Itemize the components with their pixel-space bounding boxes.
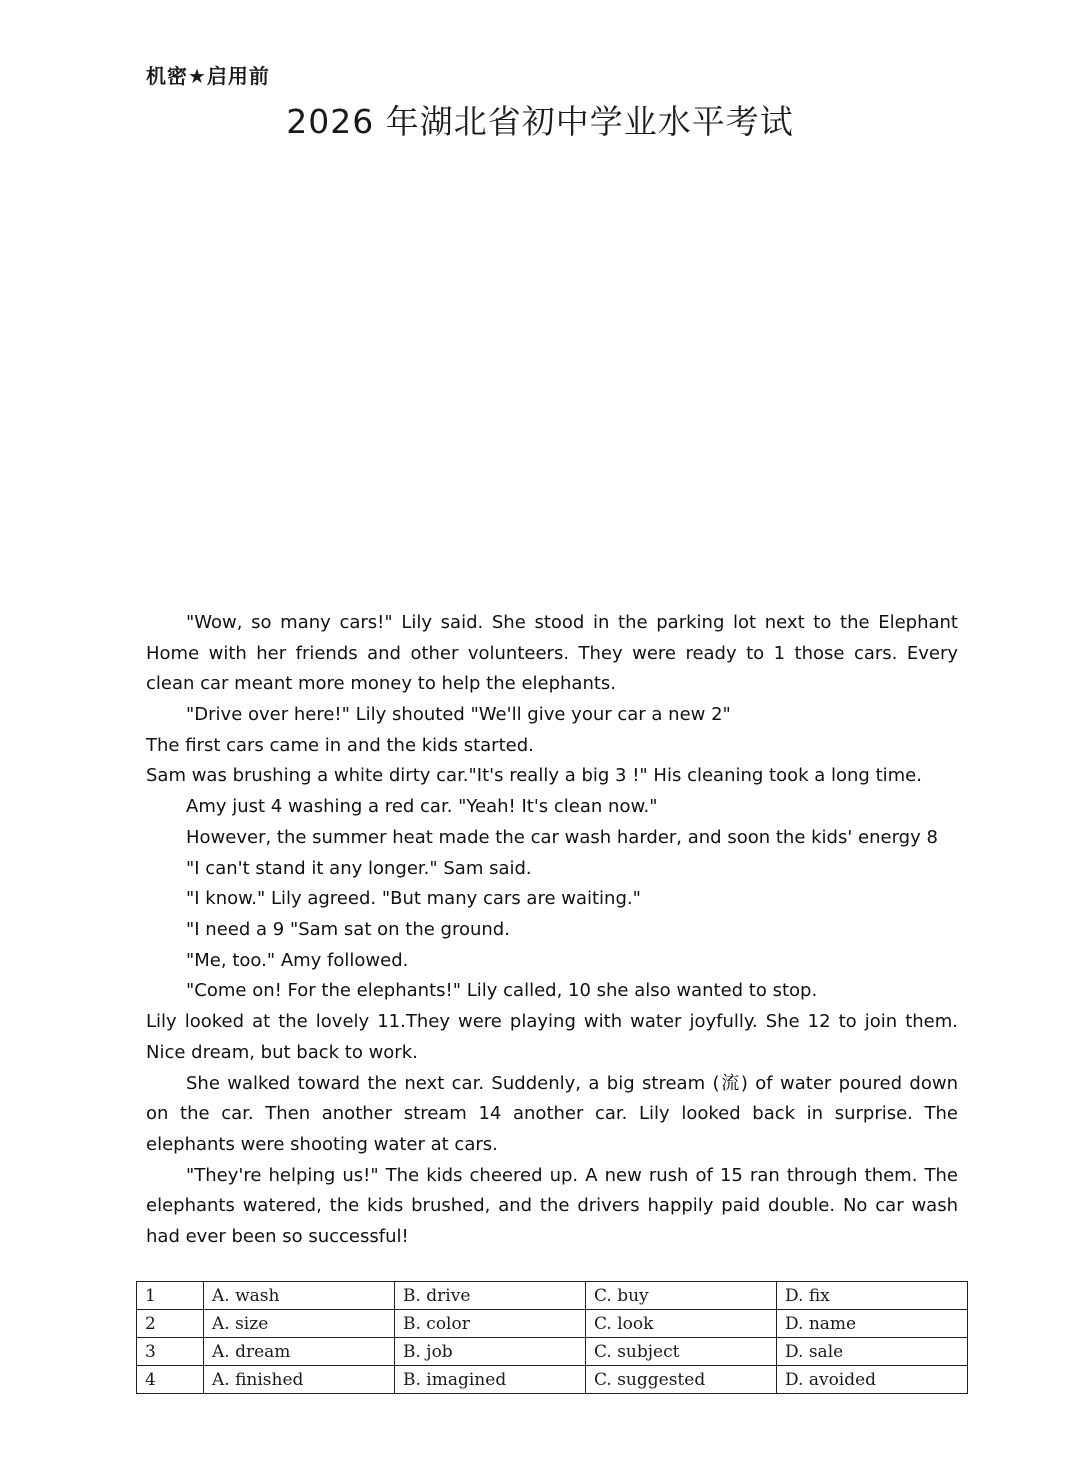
option-d: D. sale <box>777 1338 968 1366</box>
option-b: B. color <box>395 1310 586 1338</box>
passage-line: The first cars came in and the kids started. <box>146 734 534 756</box>
passage-line: Amy just 4 washing a red car. "Yeah! It's clean now." <box>186 796 658 818</box>
exam-title: 2026 年湖北省初中学业水平考试 <box>286 102 794 141</box>
option-b: B. drive <box>395 1282 586 1310</box>
passage-line: "Wow, so many cars!" Lily said. She stood in the parking lot next to the Elephant <box>186 612 958 633</box>
question-number: 3 <box>137 1338 204 1366</box>
passage-line: Lily looked at the lovely 11.They were playing with water joyfully. She 12 to join them. <box>146 1011 958 1033</box>
option-d: D. avoided <box>777 1366 968 1394</box>
table-row <box>137 1366 968 1394</box>
passage-line: She walked toward the next car. Suddenly, a big stream (流) of water poured down <box>186 1072 958 1094</box>
option-a: A. dream <box>204 1338 395 1366</box>
passage-line: However, the summer heat made the car wash harder, and soon the kids' energy 8 <box>186 826 938 848</box>
question-number: 4 <box>137 1366 204 1394</box>
passage-line: had ever been so successful! <box>146 1225 409 1247</box>
table-row <box>137 1282 968 1310</box>
passage-line: "I need a 9 "Sam sat on the ground. <box>186 919 510 940</box>
passage-line: "Me, too." Amy followed. <box>186 949 409 971</box>
option-c: C. suggested <box>586 1366 777 1394</box>
passage-line: "They're helping us!" The kids cheered up. A new rush of 15 ran through them. The <box>186 1164 958 1186</box>
table-row <box>137 1338 968 1366</box>
option-b: B. job <box>395 1338 586 1366</box>
passage-line: clean car meant more money to help the elephants. <box>146 673 617 695</box>
passage-line: "Come on! For the elephants!" Lily called, 10 she also wanted to stop. <box>186 980 818 1002</box>
question-number: 1 <box>137 1282 204 1310</box>
option-a: A. wash <box>204 1282 395 1310</box>
passage-line: "I know." Lily agreed. "But many cars are waiting." <box>186 888 641 910</box>
option-a: A. size <box>204 1310 395 1338</box>
option-d: D. fix <box>777 1282 968 1310</box>
confidential-label: 机密★启用前 <box>146 64 270 88</box>
answer-options-table <box>136 1281 968 1394</box>
passage-line: on the car. Then another stream 14 another car. Lily looked back in surprise. The <box>146 1103 958 1125</box>
option-b: B. imagined <box>395 1366 586 1394</box>
passage-line: "I can't stand it any longer." Sam said. <box>186 857 532 879</box>
passage-line: Nice dream, but back to work. <box>146 1041 418 1063</box>
option-c: C. look <box>586 1310 777 1338</box>
passage-line: elephants were shooting water at cars. <box>146 1133 498 1155</box>
option-a: A. finished <box>204 1366 395 1394</box>
passage-line: Home with her friends and other volunteers. They were ready to 1 those cars. Every <box>146 642 958 664</box>
option-c: C. buy <box>586 1282 777 1310</box>
table-row <box>137 1310 968 1338</box>
question-number: 2 <box>137 1310 204 1338</box>
passage-line: elephants watered, the kids brushed, and the drivers happily paid double. No car wash <box>146 1195 958 1217</box>
option-d: D. name <box>777 1310 968 1338</box>
passage-line: Sam was brushing a white dirty car."It's really a big 3 !" His cleaning took a long time. <box>146 765 922 787</box>
reading-passage <box>146 608 958 1253</box>
passage-line: "Drive over here!" Lily shouted "We'll give your car a new 2" <box>186 704 731 726</box>
option-c: C. subject <box>586 1338 777 1366</box>
